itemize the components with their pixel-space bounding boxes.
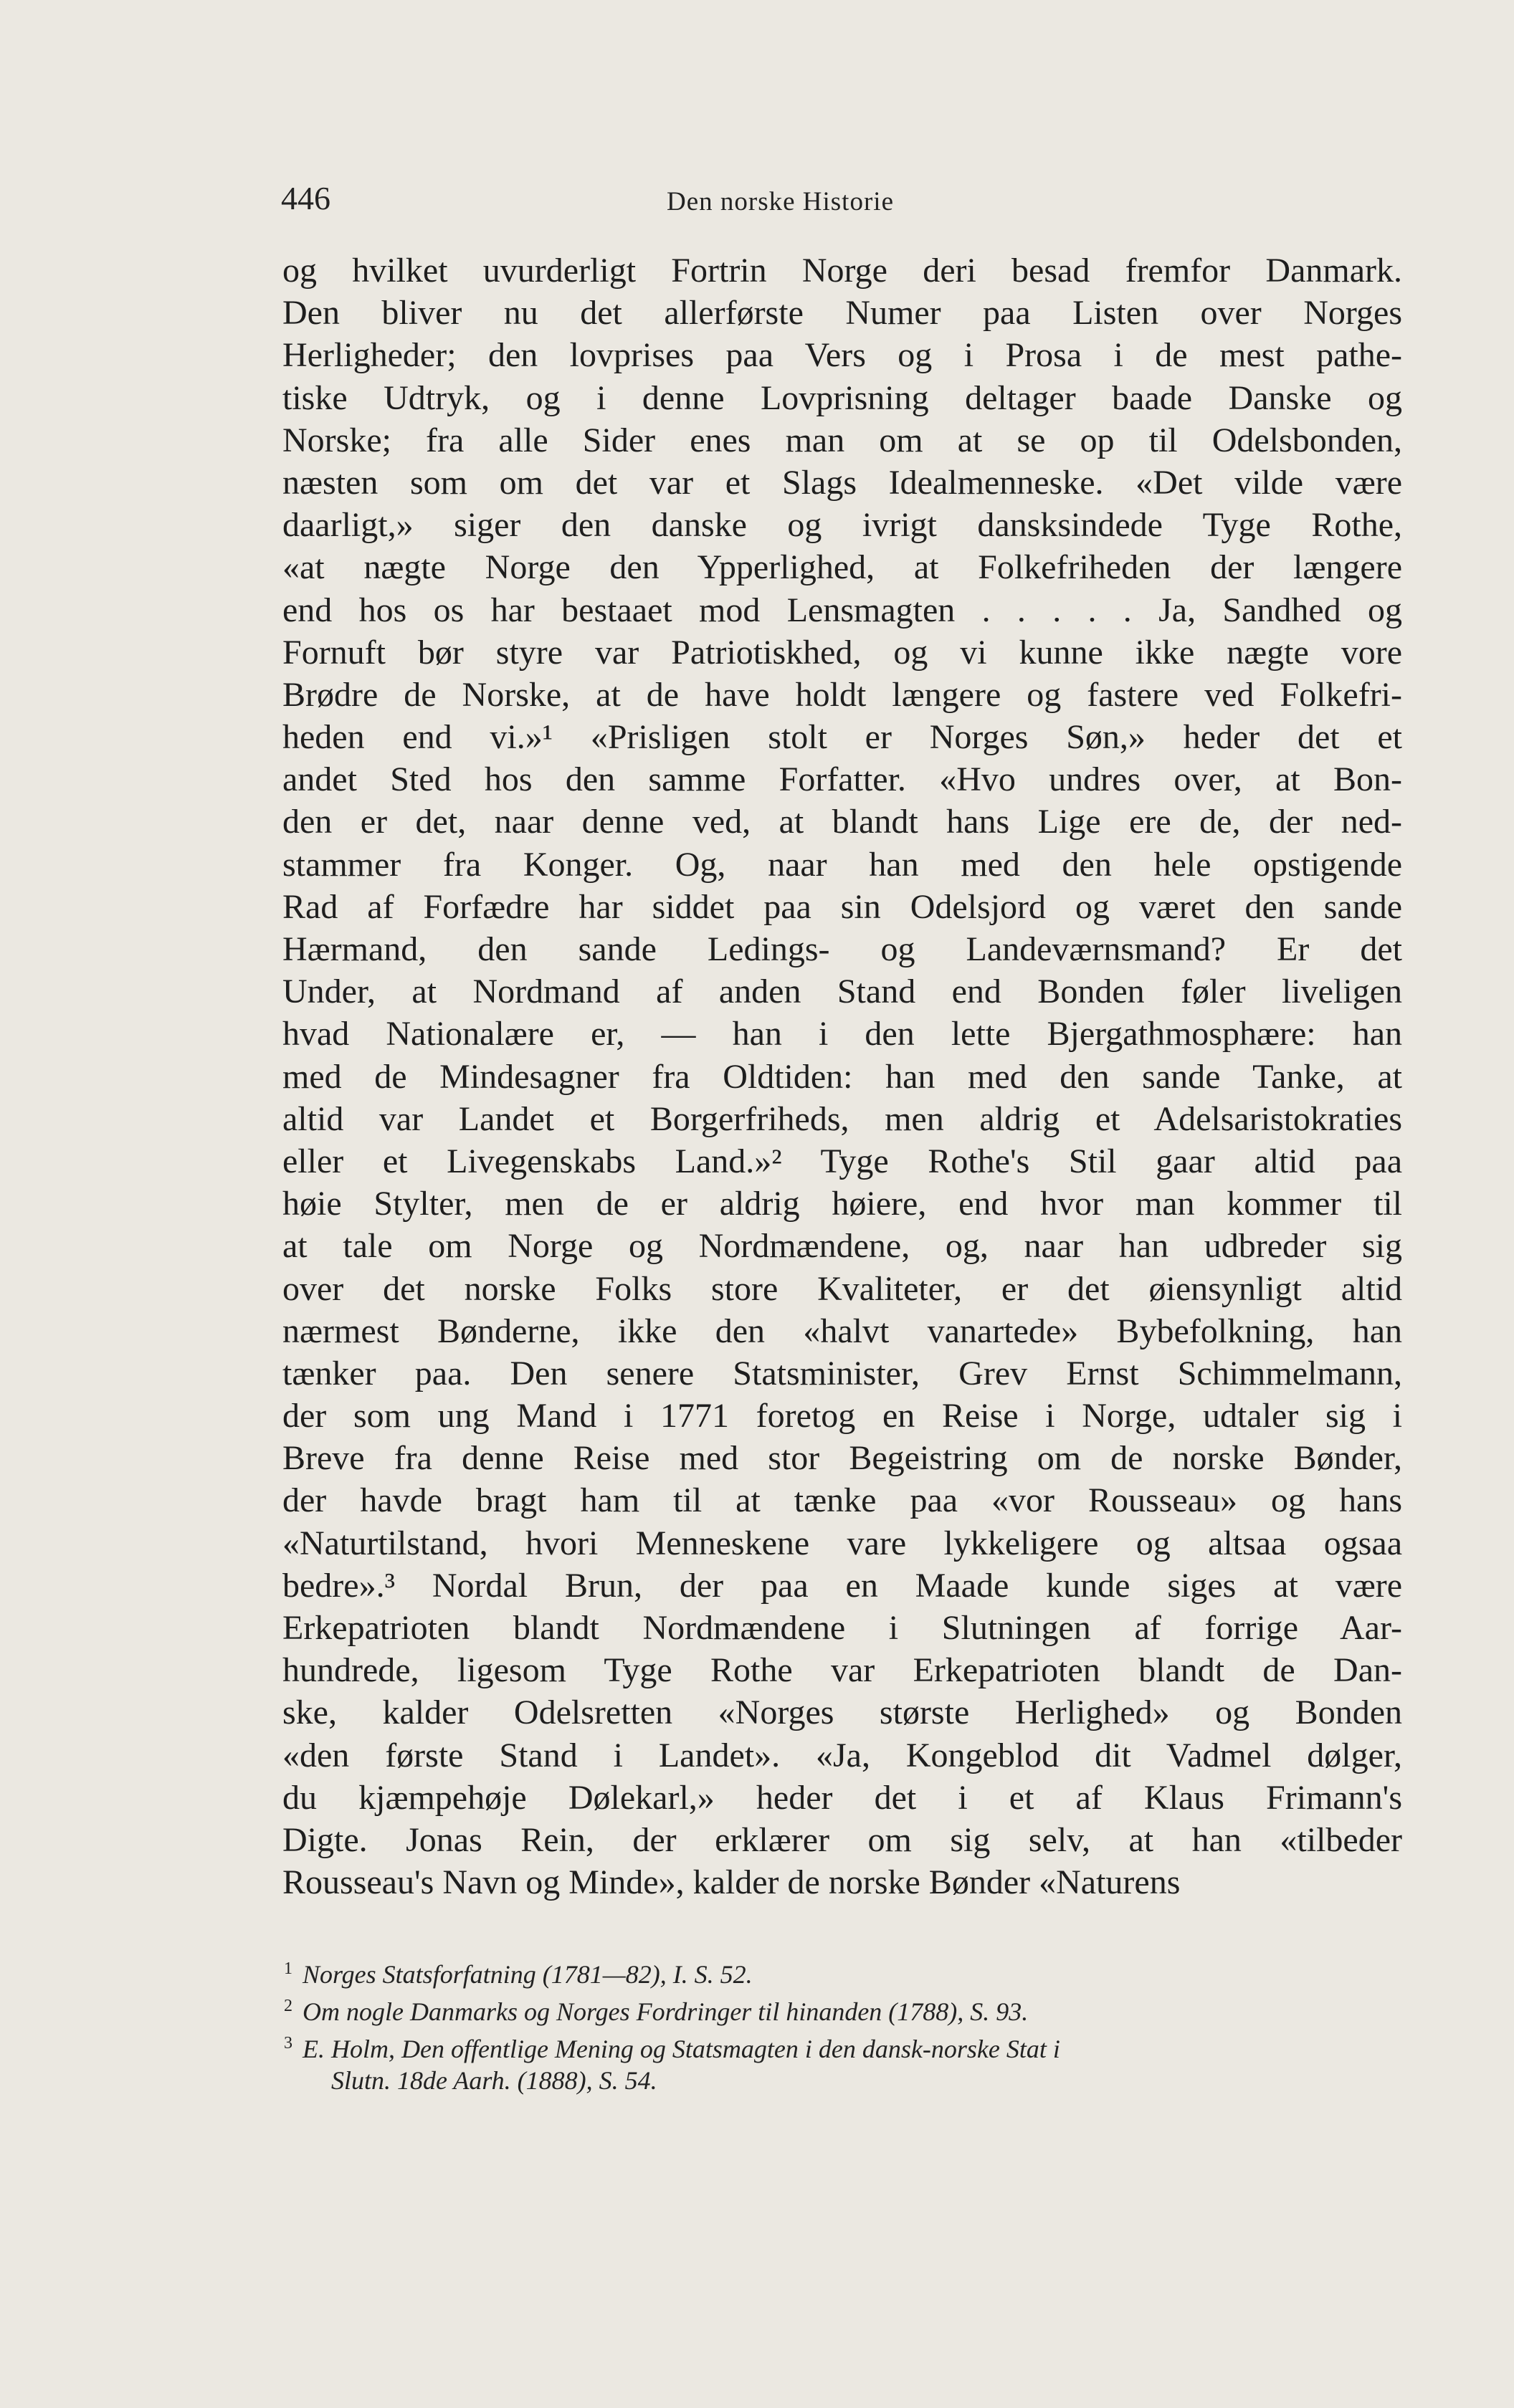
text-line: hundrede, ligesom Tyge Rothe var Erkepatrioten blandt de Dan- bbox=[282, 1651, 1402, 1690]
text-line: tiske Udtryk, og i denne Lovprisning deltager baade Danske og bbox=[282, 378, 1402, 417]
text-line: at tale om Norge og Nordmændene, og, naar han udbreder sig bbox=[282, 1227, 1402, 1266]
footnote-text: Slutn. 18de Aarh. (1888), S. 54. bbox=[331, 2066, 657, 2095]
footnote-mark: 2 bbox=[284, 1997, 292, 2015]
text-line: Rousseau's Navn og Minde», kalder de norske Bønder «Naturens bbox=[282, 1863, 1181, 1902]
text-line: ske, kalder Odelsretten «Norges største Herlighed» og Bonden bbox=[282, 1693, 1402, 1732]
text-line: andet Sted hos den samme Forfatter. «Hvo undres over, at Bon- bbox=[282, 760, 1402, 799]
text-line: daarligt,» siger den danske og ivrigt dansksindede Tyge Rothe, bbox=[282, 506, 1402, 545]
running-title: Den norske Historie bbox=[667, 187, 894, 216]
text-line: Rad af Forfædre har siddet paa sin Odelsjord og været den sande bbox=[282, 887, 1402, 926]
footnote-mark: 1 bbox=[284, 1959, 292, 1978]
text-line: Breve fra denne Reise med stor Begeistring om de norske Bønder, bbox=[282, 1439, 1402, 1478]
text-line: Under, at Nordmand af anden Stand end Bonden føler liveligen bbox=[282, 973, 1402, 1011]
footnote-text: E. Holm, Den offentlige Mening og Statsmagten i den dansk-norske Stat i bbox=[303, 2035, 1060, 2063]
text-line: hvad Nationalære er, — han i den lette Bjergathmosphære: han bbox=[282, 1015, 1402, 1054]
text-line: altid var Landet et Borgerfriheds, men aldrig et Adelsaristokraties bbox=[282, 1099, 1402, 1138]
text-line: «at nægte Norge den Ypperlighed, at Folkefriheden der længere bbox=[282, 548, 1402, 587]
footnotes bbox=[284, 1953, 1404, 2096]
text-line: der som ung Mand i 1771 foretog en Reise i Norge, udtaler sig i bbox=[282, 1397, 1402, 1435]
text-line: der havde bragt ham til at tænke paa «vor Rousseau» og hans bbox=[282, 1481, 1402, 1520]
text-line: end hos os har bestaaet mod Lensmagten . . . . . Ja, Sandhed og bbox=[282, 591, 1402, 629]
text-line: Digte. Jonas Rein, der erklærer om sig selv, at han «tilbeder bbox=[282, 1820, 1402, 1859]
text-line: med de Mindesagner fra Oldtiden: han med den sande Tanke, at bbox=[282, 1057, 1402, 1096]
text-line: tænker paa. Den senere Statsminister, Grev Ernst Schimmelmann, bbox=[282, 1354, 1402, 1392]
text-line: Norske; fra alle Sider enes man om at se op til Odelsbonden, bbox=[282, 421, 1402, 459]
page-number: 446 bbox=[281, 180, 330, 216]
footnote bbox=[284, 1953, 1404, 1990]
text-line: den er det, naar denne ved, at blandt hans Lige ere de, der ned- bbox=[282, 803, 1402, 841]
text-line: «Naturtilstand, hvori Menneskene vare lykkeligere og altsaa ogsaa bbox=[282, 1524, 1402, 1562]
text-line: heden end vi.»¹ «Prisligen stolt er Norges Søn,» heder det et bbox=[282, 718, 1402, 757]
text-line: Brødre de Norske, at de have holdt længere og fastere ved Folkefri- bbox=[282, 675, 1402, 714]
text-line: Den bliver nu det allerførste Numer paa Listen over Norges bbox=[282, 294, 1402, 333]
body-text bbox=[282, 249, 1402, 1903]
footnote-mark: 3 bbox=[284, 2034, 292, 2053]
text-line: «den første Stand i Landet». «Ja, Kongeblod dit Vadmel dølger, bbox=[282, 1736, 1402, 1774]
text-line: over det norske Folks store Kvaliteter, er det øiensynligt altid bbox=[282, 1269, 1402, 1308]
footnote bbox=[284, 2065, 1404, 2096]
text-line: eller et Livegenskabs Land.»² Tyge Rothe's Stil gaar altid paa bbox=[282, 1142, 1402, 1180]
text-line: Herligheder; den lovprises paa Vers og i Prosa i de mest pathe- bbox=[282, 336, 1402, 375]
text-line: Hærmand, den sande Ledings- og Landeværnsmand? Er det bbox=[282, 930, 1402, 968]
text-line: du kjæmpehøje Dølekarl,» heder det i et af Klaus Frimann's bbox=[282, 1778, 1402, 1817]
text-line: Erkepatrioten blandt Nordmændene i Slutningen af forrige Aar- bbox=[282, 1609, 1402, 1647]
footnote-text: Om nogle Danmarks og Norges Fordringer til hinanden (1788), S. 93. bbox=[303, 1997, 1029, 2026]
text-line: og hvilket uvurderligt Fortrin Norge deri besad fremfor Danmark. bbox=[282, 252, 1402, 290]
text-line: høie Stylter, men de er aldrig høiere, end hvor man kommer til bbox=[282, 1185, 1402, 1223]
text-line: nærmest Bønderne, ikke den «halvt vanartede» Bybefolkning, han bbox=[282, 1312, 1402, 1350]
text-line: Fornuft bør styre var Patriotiskhed, og vi kunne ikke nægte vore bbox=[282, 633, 1402, 672]
footnote bbox=[284, 1990, 1404, 2027]
footnote bbox=[284, 2027, 1404, 2065]
footnote-text: Norges Statsforfatning (1781—82), I. S. 52. bbox=[303, 1960, 753, 1989]
text-line: næsten som om det var et Slags Idealmenneske. «Det vilde være bbox=[282, 463, 1402, 502]
text-line: bedre».³ Nordal Brun, der paa en Maade kunde siges at være bbox=[282, 1566, 1402, 1605]
text-line: stammer fra Konger. Og, naar han med den hele opstigende bbox=[282, 845, 1402, 884]
page-header bbox=[0, 179, 1514, 229]
